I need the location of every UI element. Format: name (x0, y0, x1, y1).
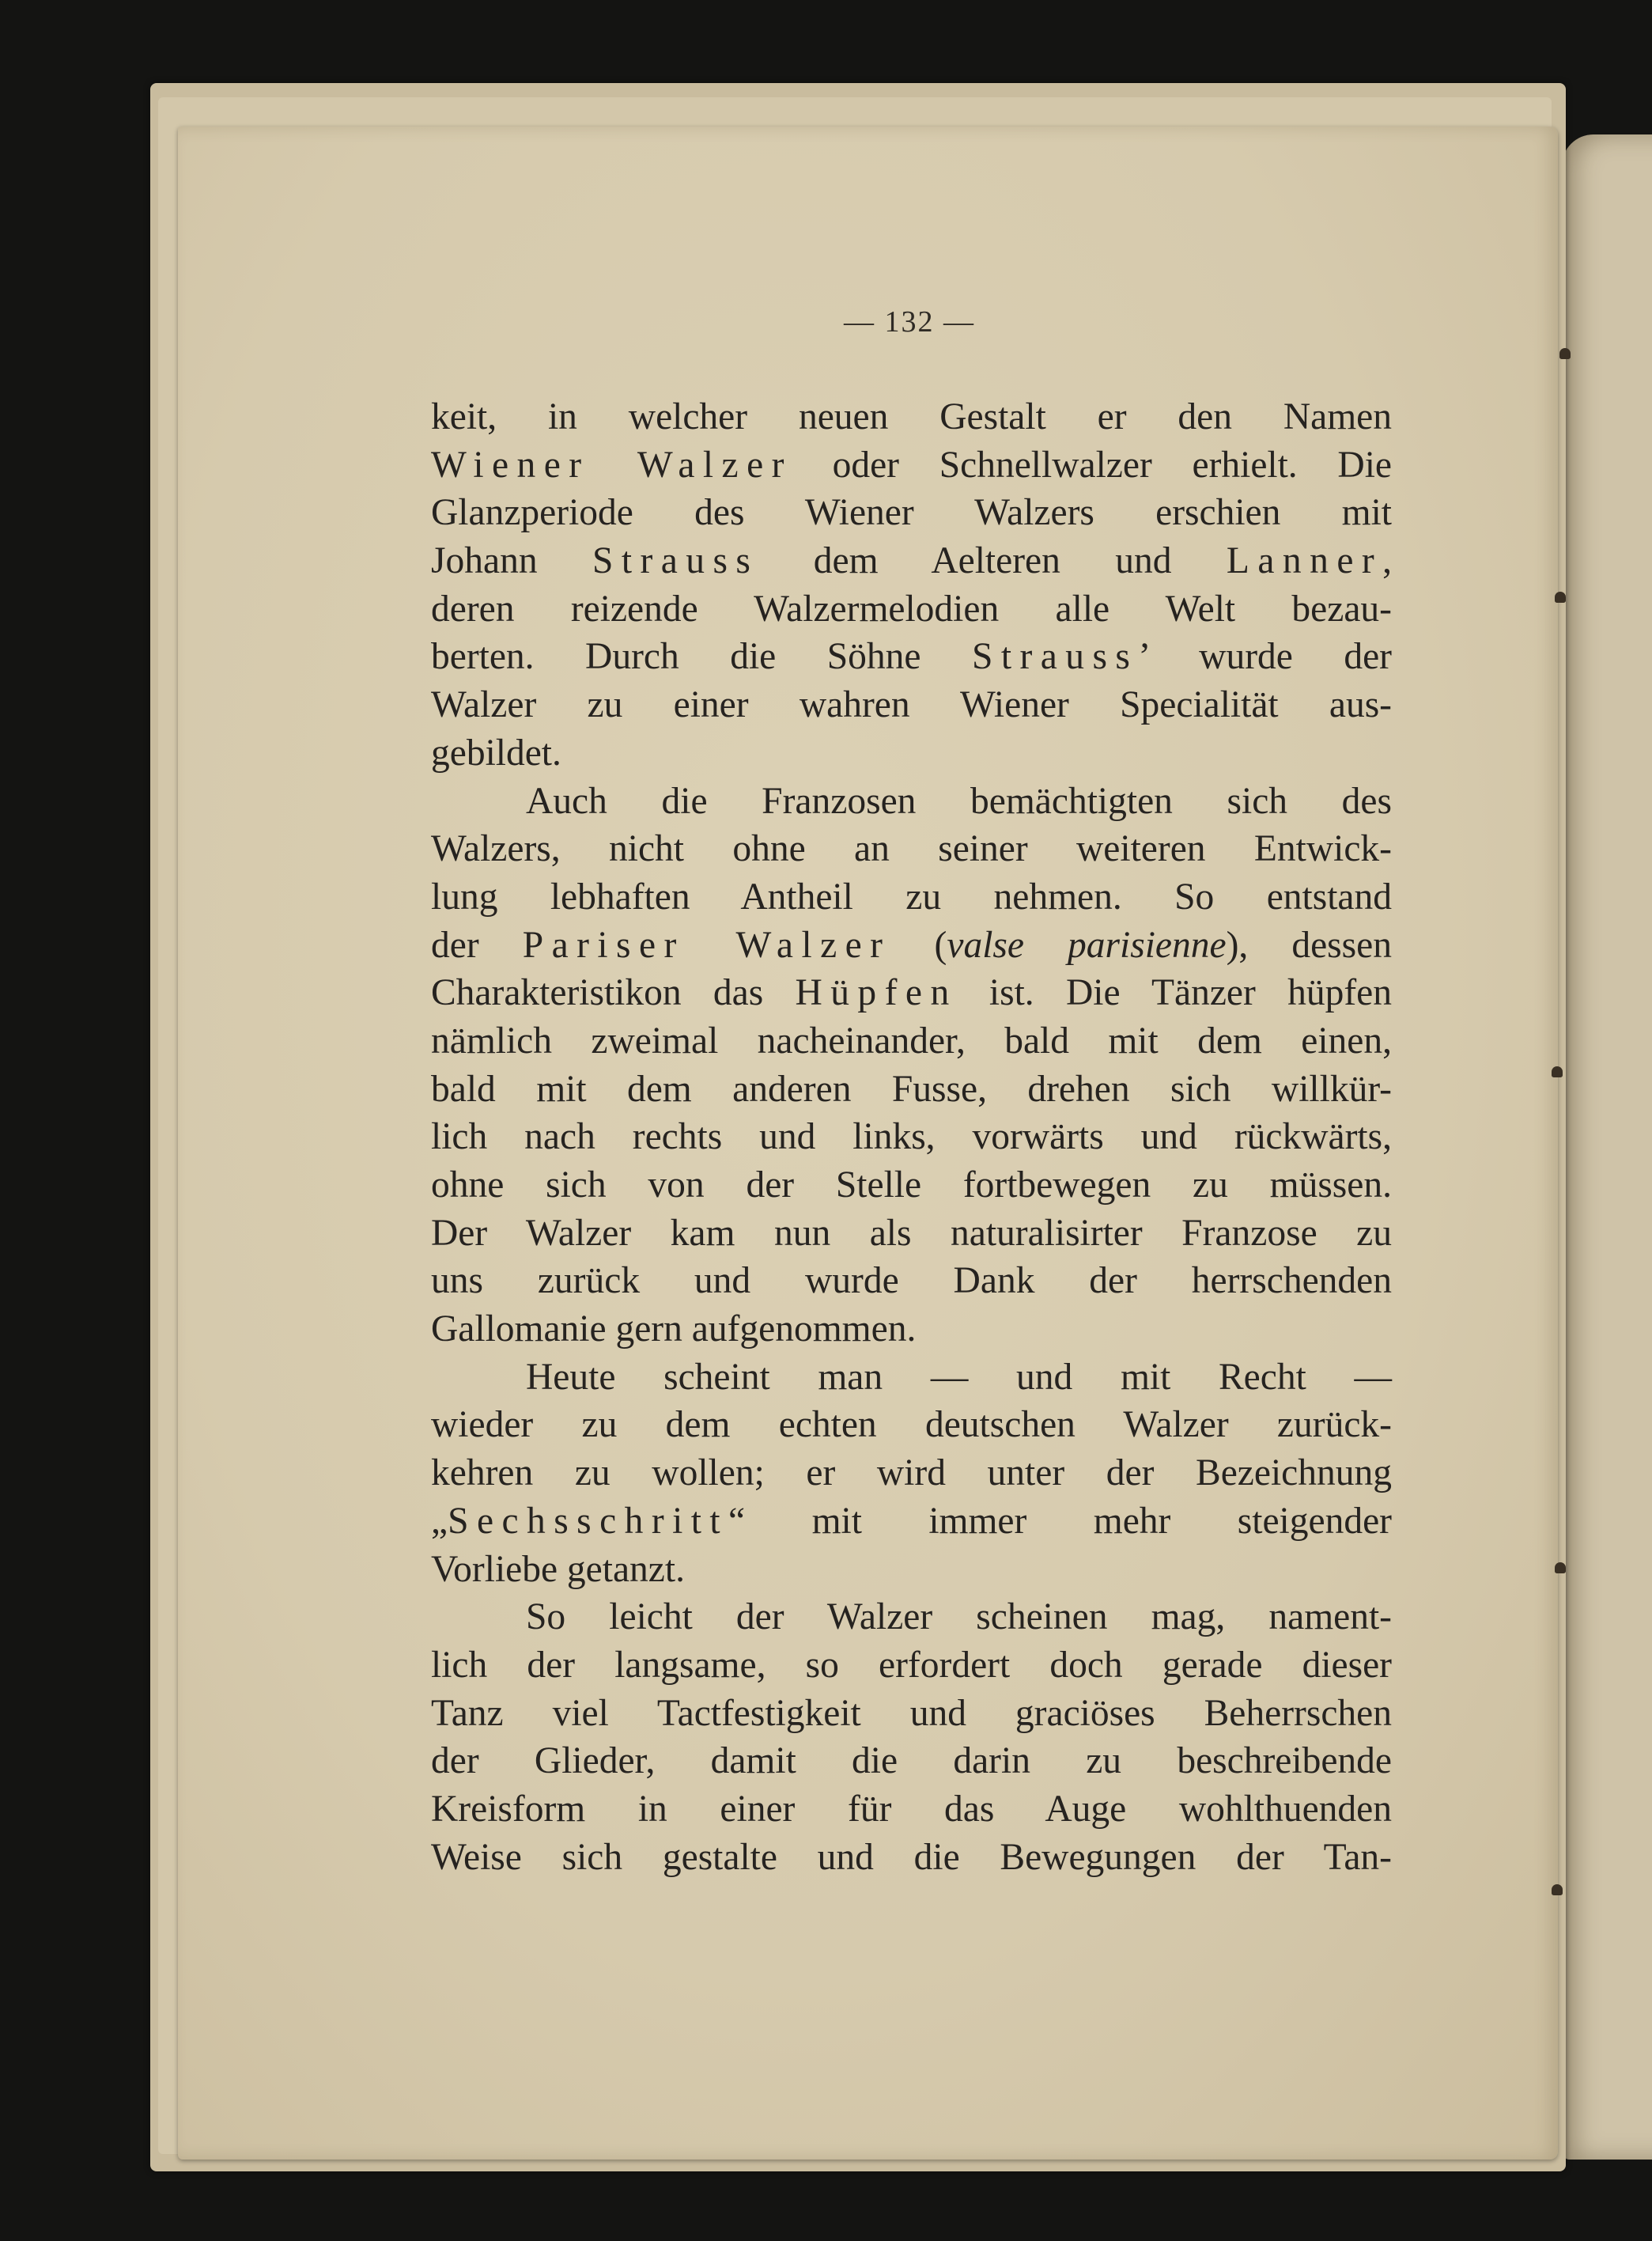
margin-mark (1555, 592, 1566, 603)
text-span: valse parisienne (947, 924, 1227, 966)
facing-page-edge (1562, 134, 1652, 2160)
text-line (431, 1641, 1392, 1690)
text-line (431, 1209, 1392, 1258)
text-line (431, 1593, 1392, 1641)
text-span: Walzer zu einer wahren Wiener Specialität aus- (431, 684, 1392, 726)
text-line (431, 873, 1392, 922)
text-span: Walzers, nicht ohne an seiner weiteren Entwick- (431, 828, 1392, 870)
text-span: uns zurück und wurde Dank der herrschenden (431, 1260, 1392, 1302)
text-line (431, 825, 1392, 873)
text-span: Johann (431, 540, 592, 582)
text-span: Hüpfen (795, 972, 958, 1014)
text-span: Pariser Walzer (522, 924, 891, 966)
text-span: dem Aelteren und (758, 540, 1227, 582)
text-span: ’ wurde der (1138, 636, 1392, 678)
text-span: bald mit dem anderen Fusse, drehen sich willkür- (431, 1068, 1392, 1110)
text-line (431, 441, 1392, 490)
text-span: Weise sich gestalte und die Bewegungen der Tan- (431, 1836, 1392, 1878)
text-span: berten. Durch die Söhne (431, 636, 972, 678)
text-line (431, 393, 1392, 441)
text-span: keit, in welcher neuen Gestalt er den Namen (431, 396, 1392, 437)
text-span: oder Schnellwalzer erhielt. Die (792, 444, 1392, 486)
text-span: deren reizende Walzermelodien alle Welt bezau- (431, 588, 1392, 630)
text-span: Tanz viel Tactfestigkeit und graciöses Beherrschen (431, 1692, 1392, 1734)
text-line (431, 729, 1392, 778)
text-span: Heute scheint man — und mit Recht — (526, 1356, 1392, 1398)
text-line (431, 922, 1392, 970)
text-span: Kreisform in einer für das Auge wohlthuenden (431, 1788, 1392, 1830)
text-span: ist. Die Tänzer hüpfen (957, 972, 1392, 1014)
text-line (431, 1497, 1392, 1546)
text-line (431, 585, 1392, 634)
text-line (431, 1834, 1392, 1882)
text-span: “ mit immer mehr steigender (728, 1500, 1392, 1542)
page-number: — 132 — (844, 305, 975, 339)
text-span: ohne sich von der Stelle fortbewegen zu müssen. (431, 1164, 1392, 1206)
text-span: „ (431, 1500, 448, 1542)
text-span: Glanzperiode des Wiener Walzers erschien mit (431, 492, 1392, 534)
text-span: Strauss (971, 636, 1139, 678)
text-line (431, 1017, 1392, 1066)
text-line (431, 1066, 1392, 1114)
text-span: Wiener Walzer (431, 444, 792, 486)
text-span: Charakteristikon das (431, 972, 796, 1014)
text-span: lung lebhaften Antheil zu nehmen. So entstand (431, 876, 1392, 918)
text-span: ), dessen (1226, 924, 1392, 966)
text-line (431, 1449, 1392, 1497)
text-span: der Glieder, damit die darin zu beschreibende (431, 1740, 1392, 1782)
text-span: , (1382, 540, 1392, 582)
text-line (431, 489, 1392, 537)
text-line (431, 1737, 1392, 1785)
text-span: So leicht der Walzer scheinen mag, nament- (526, 1596, 1392, 1638)
text-line (431, 1401, 1392, 1449)
text-span: Lanner (1226, 540, 1383, 582)
text-line (431, 1690, 1392, 1738)
text-line (431, 1353, 1392, 1402)
text-span: Strauss (592, 540, 759, 582)
text-span: der (431, 924, 523, 966)
text-span: lich nach rechts und links, vorwärts und rückwärts, (431, 1116, 1392, 1158)
text-span: gebildet. (431, 732, 561, 774)
text-line (431, 1257, 1392, 1305)
text-span: lich der langsame, so erfordert doch gerade dieser (431, 1644, 1392, 1686)
text-span: Sechsschritt (448, 1500, 729, 1542)
text-span: nämlich zweimal nacheinander, bald mit dem einen, (431, 1020, 1392, 1062)
text-span: wieder zu dem echten deutschen Walzer zurück- (431, 1404, 1392, 1446)
text-span: Vorliebe getanzt. (431, 1548, 685, 1590)
text-line (431, 1161, 1392, 1209)
text-line (431, 778, 1392, 826)
body-text (431, 393, 1392, 1881)
margin-mark (1555, 1562, 1566, 1573)
margin-mark (1559, 348, 1571, 359)
text-line (431, 1113, 1392, 1161)
text-line (431, 681, 1392, 729)
text-line (431, 969, 1392, 1017)
text-line (431, 1546, 1392, 1594)
text-span: Der Walzer kam nun als naturalisirter Franzose zu (431, 1212, 1392, 1254)
margin-mark (1552, 1066, 1563, 1077)
text-line (431, 633, 1392, 681)
text-span: Gallomanie gern aufgenommen. (431, 1308, 917, 1350)
text-span: Auch die Franzosen bemächtigten sich des (526, 780, 1392, 822)
text-line (431, 1305, 1392, 1353)
text-span: ( (890, 924, 947, 966)
text-span: kehren zu wollen; er wird unter der Bezeichnung (431, 1452, 1392, 1494)
text-line (431, 1785, 1392, 1834)
text-line (431, 537, 1392, 585)
margin-mark (1552, 1884, 1563, 1895)
